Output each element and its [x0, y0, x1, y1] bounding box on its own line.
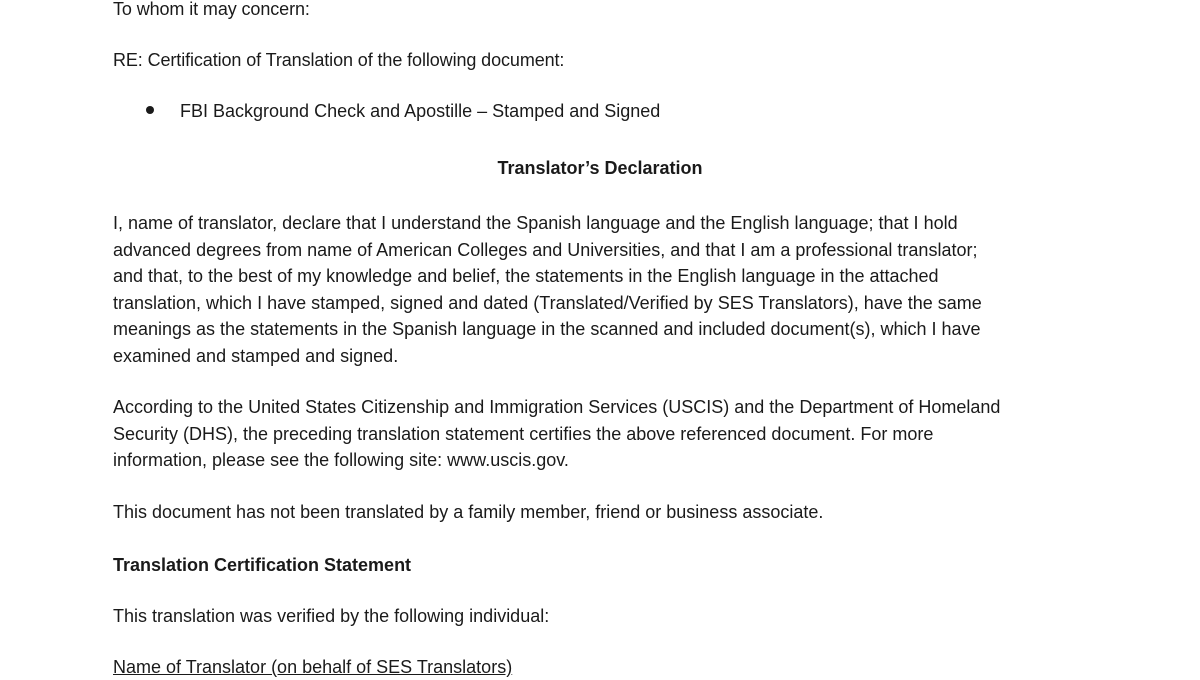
- bullet-item: [146, 98, 660, 124]
- verified-by-line: This translation was verified by the following individual:: [113, 606, 550, 626]
- certification-heading: Translation Certification Statement: [113, 555, 412, 575]
- declaration-paragraph: [113, 210, 1088, 369]
- declaration-heading: Translator’s Declaration: [497, 158, 703, 178]
- declaration-line: meanings as the statements in the Spanish language in the scanned and included document(s), which I have: [113, 319, 981, 339]
- bullet-icon: [146, 106, 154, 114]
- declaration-line: examined and stamped and signed.: [113, 345, 399, 366]
- uscis-line: According to the United States Citizenship and Immigration Services (USCIS) and the Department of Homeland: [113, 397, 1001, 417]
- uscis-paragraph: [113, 394, 1088, 474]
- translator-name-line: Name of Translator (on behalf of SES Translators): [113, 657, 513, 677]
- declaration-line: I, name of translator, declare that I understand the Spanish language and the English language; that I hold: [113, 213, 958, 233]
- uscis-line: information, please see the following site: www.uscis.gov.: [113, 450, 569, 470]
- family-statement: This document has not been translated by a family member, friend or business associate.: [113, 502, 824, 522]
- uscis-line: Security (DHS), the preceding translation statement certifies the above referenced document. For more: [113, 423, 934, 444]
- declaration-line: and that, to the best of my knowledge and belief, the statements in the English language in the attached: [113, 266, 939, 286]
- declaration-line: translation, which I have stamped, signed and dated (Translated/Verified by SES Translators), have the same: [113, 292, 982, 313]
- re-line: RE: Certification of Translation of the following document:: [113, 50, 565, 70]
- greeting: To whom it may concern:: [113, 0, 310, 19]
- declaration-line: advanced degrees from name of American Colleges and Universities, and that I am a professional translator;: [113, 239, 978, 260]
- bullet-item-text: FBI Background Check and Apostille – Stamped and Signed: [180, 101, 661, 121]
